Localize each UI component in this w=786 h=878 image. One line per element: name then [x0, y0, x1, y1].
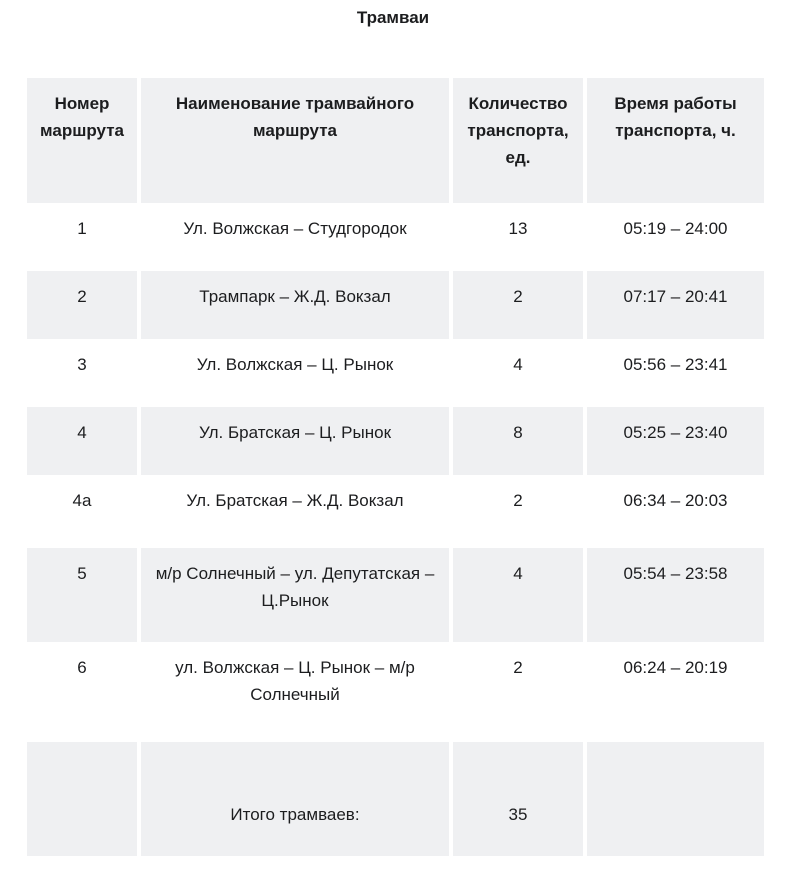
cell-route-name: Ул. Братская – Ц. Рынок	[141, 407, 449, 475]
cell-vehicle-count: 8	[453, 407, 583, 475]
cell-empty	[587, 742, 764, 856]
cell-working-hours: 05:56 – 23:41	[587, 339, 764, 407]
cell-working-hours: 06:34 – 20:03	[587, 475, 764, 548]
cell-working-hours: 05:54 – 23:58	[587, 548, 764, 642]
table-row	[27, 203, 764, 271]
table-header-row	[27, 78, 764, 203]
cell-route-number: 5	[27, 548, 137, 642]
cell-route-name: Ул. Волжская – Ц. Рынок	[141, 339, 449, 407]
cell-route-number: 1	[27, 203, 137, 271]
cell-route-name: Ул. Братская – Ж.Д. Вокзал	[141, 475, 449, 548]
cell-vehicle-count: 2	[453, 271, 583, 339]
total-value: 35	[453, 742, 583, 856]
col-header-working-hours: Время работы транспорта, ч.	[587, 78, 764, 203]
col-header-route-number: Номер маршрута	[27, 78, 137, 203]
total-label: Итого трамваев:	[141, 742, 449, 856]
cell-route-number: 2	[27, 271, 137, 339]
cell-route-number: 4	[27, 407, 137, 475]
cell-working-hours: 06:24 – 20:19	[587, 642, 764, 742]
cell-working-hours: 07:17 – 20:41	[587, 271, 764, 339]
table-row	[27, 475, 764, 548]
cell-route-name: Ул. Волжская – Студгородок	[141, 203, 449, 271]
cell-empty	[27, 742, 137, 856]
cell-working-hours: 05:25 – 23:40	[587, 407, 764, 475]
cell-vehicle-count: 2	[453, 475, 583, 548]
cell-route-number: 4а	[27, 475, 137, 548]
col-header-route-name: Наименование трамвайного маршрута	[141, 78, 449, 203]
table-row	[27, 642, 764, 742]
table-row	[27, 548, 764, 642]
cell-working-hours: 05:19 – 24:00	[587, 203, 764, 271]
table-row	[27, 271, 764, 339]
cell-vehicle-count: 4	[453, 548, 583, 642]
table-row	[27, 339, 764, 407]
cell-vehicle-count: 13	[453, 203, 583, 271]
col-header-vehicle-count: Количество транспорта, ед.	[453, 78, 583, 203]
cell-route-number: 6	[27, 642, 137, 742]
table-total-row	[27, 742, 764, 856]
cell-route-name: ул. Волжская – Ц. Рынок – м/р Солнечный	[141, 642, 449, 742]
table-row	[27, 407, 764, 475]
cell-vehicle-count: 4	[453, 339, 583, 407]
tram-routes-table	[23, 78, 768, 856]
cell-route-name: Трампарк – Ж.Д. Вокзал	[141, 271, 449, 339]
page-title: Трамваи	[356, 8, 430, 27]
cell-route-number: 3	[27, 339, 137, 407]
cell-route-name: м/р Солнечный – ул. Депутатская – Ц.Рынок	[141, 548, 449, 642]
cell-vehicle-count: 2	[453, 642, 583, 742]
